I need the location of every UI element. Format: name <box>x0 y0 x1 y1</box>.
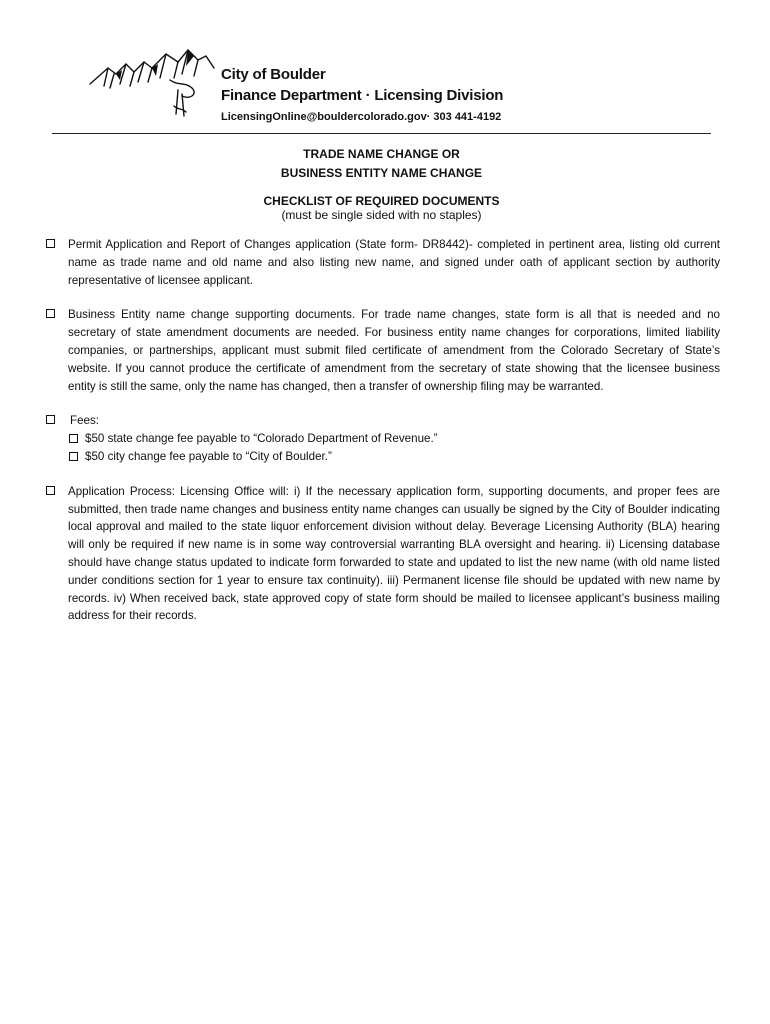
checklist <box>44 236 720 625</box>
letterhead <box>221 64 503 126</box>
fee-state-line <box>68 430 720 448</box>
checklist-heading: CHECKLIST OF REQUIRED DOCUMENTS <box>263 194 500 208</box>
checklist-item-application-process <box>44 483 720 625</box>
fee-state-text: $50 state change fee payable to “Colorado Department of Revenue.” <box>85 432 438 446</box>
checkbox[interactable] <box>46 415 55 424</box>
checkbox[interactable] <box>46 239 55 248</box>
title-line-2: BUSINESS ENTITY NAME CHANGE <box>280 166 483 180</box>
header-divider <box>52 133 711 134</box>
item-text: Application Process: Licensing Office will: i) If the necessary application form, supporting documents, and proper fees are submitted, then trade name changes and business entity name changes can usually be signed by the City of Boulder indicating local approval and mailed to the state liquor enforcement division without delay. Beverage Licensing Authority (BLA) hearing will only be required if new name is in some way controversial warranting BLA oversight and hearing. ii) Licensing database should have change status updated to indicate form forwarded to state and updated to list the new name (with old name listed under conditions section for 1 year to ensure tax continuity). iii) Permanent license file should be updated with new name by records. iv) When received back, state approved copy of state form should be mailed to licensee applicant’s business mailing address for their records. <box>68 484 720 623</box>
fee-city-line <box>68 448 720 466</box>
item-text: Permit Application and Report of Changes application (State form- DR8442)- completed in pertinent area, listing old current name as trade name and old name and also listing new name, and signed under oath of applicant section by authority representative of licensee applicant. <box>68 238 720 287</box>
department-name: Finance Department · Licensing Division <box>221 87 504 104</box>
checklist-note: (must be single sided with no staples) <box>281 208 482 222</box>
fees-label: Fees: <box>70 414 99 428</box>
checkbox[interactable] <box>46 309 55 318</box>
checklist-item-business-entity <box>44 306 720 395</box>
checkbox[interactable] <box>69 452 78 461</box>
checklist-item-permit <box>44 236 720 289</box>
checkbox[interactable] <box>46 486 55 495</box>
org-name: City of Boulder <box>221 66 326 83</box>
city-logo-flatirons-icon <box>86 44 218 120</box>
document-title-block <box>52 145 711 222</box>
contact-line: LicensingOnline@bouldercolorado.gov· 303 441-4192 <box>221 111 502 123</box>
fee-city-text: $50 city change fee payable to “City of Boulder.” <box>85 449 332 463</box>
title-line-1: TRADE NAME CHANGE OR <box>303 147 460 161</box>
checklist-item-fees <box>44 412 720 465</box>
item-text: Business Entity name change supporting documents. For trade name changes, state form is all that is needed and no secretary of state amendment documents are needed. For business entity name changes for corporations, limited liability companies, or partnerships, applicant must submit filed certificate of amendment from the Colorado Secretary of State’s website. If you cannot produce the certificate of amendment from the secretary of state showing that the licensee business entity is still the same, only the name has changed, then a transfer of ownership filing may be warranted. <box>68 308 720 393</box>
checkbox[interactable] <box>69 434 78 443</box>
